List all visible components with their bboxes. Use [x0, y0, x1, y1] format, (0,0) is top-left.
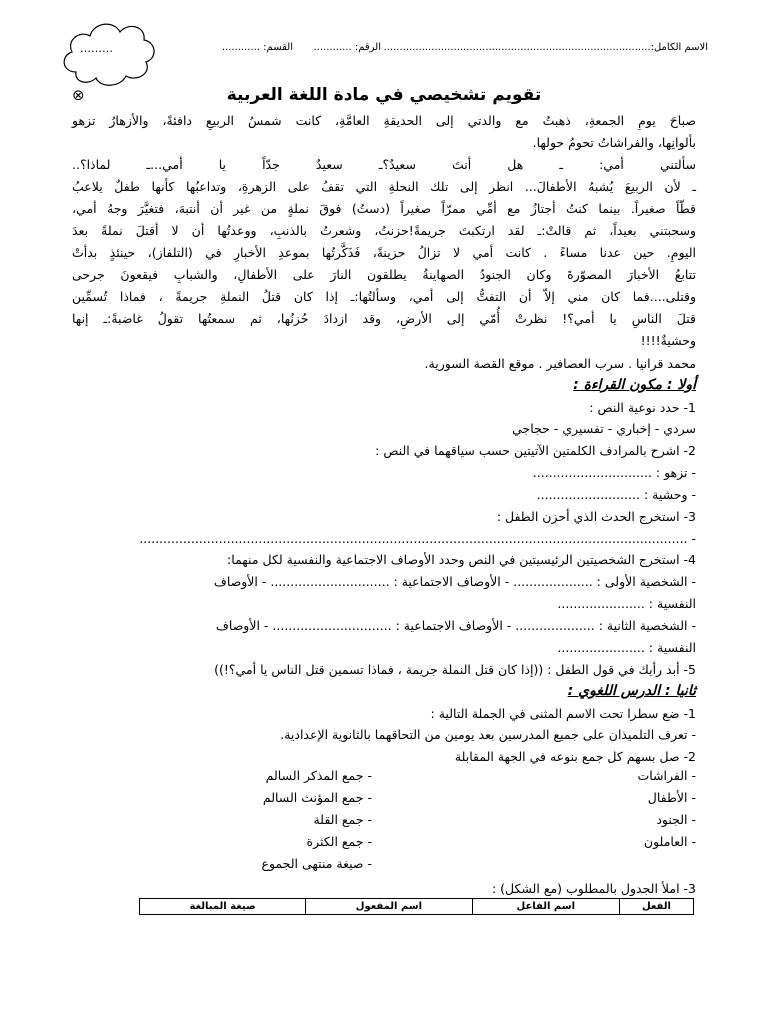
passage-line: بألوانِها، والفراشاتُ تحومُ حولها.: [532, 135, 696, 150]
match-right-item: - جمع المذكر السالم: [265, 768, 372, 783]
table-header-cell: الفعل: [619, 899, 693, 915]
passage-line: وقتلى....فما كان مني إلاّ أن التفتُّ إلى أمي، وسألتُها:ـ إذا كان قتلُ النملةِ جريمةً ، فماذا تُسمِّين: [72, 289, 696, 304]
fill-table: [139, 898, 694, 915]
question-line: سردي - إخباري - تفسيري - حجاجي: [512, 421, 696, 436]
answer-line[interactable]: - وحشية : ..........................: [536, 487, 696, 502]
passage-line: اليومِ. حين عدنا مساءً . كانت أمي لا تزالُ حزينةً، فَذَكَّرتُها بموعدِ الأخبارِ في (التلفاز)، حينئذٍ بدأتْ: [72, 245, 696, 260]
match-right-item: - صيغة منتهى الجموع: [261, 856, 372, 871]
passage-line: تتابعُ الأخبارَ المصوّرةَ وكان الجنودُ الصهاينةُ يطلقون النارَ على الأطفالِ، والشبابِ فيقعونَ جرحى: [72, 267, 696, 282]
full-name-field[interactable]: الاسم الكامل:....................................................................................: [383, 42, 708, 53]
table-header-row: [140, 899, 694, 915]
question-line: 1- ضع سطرا تحت الاسم المثنى في الجملة التالية :: [430, 706, 696, 721]
section-field[interactable]: القسم: ............: [221, 42, 293, 53]
question-line: - تعرف التلميذان على جميع المدرسين بعد يومين من التحاقهما بالثانوية الإعدادية.: [280, 727, 696, 742]
match-left-item: - العاملون: [643, 834, 696, 849]
answer-line[interactable]: - الشخصية الأولى : .................... - الأوصاف الاجتماعية : .............................. - الأوصاف: [213, 574, 696, 589]
match-left-item: - الأطفال: [647, 790, 696, 805]
question-line: 1- حدد نوعية النص :: [589, 400, 696, 415]
question-line: 5- أبد رأيك في قول الطفل : ((إذا كان قتل النملة جريمة ، فماذا تسمين قتل الناس يا أمي؟!)): [214, 662, 696, 677]
answer-line[interactable]: النفسية : ......................: [557, 596, 696, 611]
table-header-cell: صيغة المبالغة: [140, 899, 306, 915]
answer-line[interactable]: النفسية : ......................: [557, 640, 696, 655]
passage-source: محمد قرانيا . سرب العصافير . موقع القصة السورية.: [424, 356, 696, 371]
passage-line: ـ لأن الربيعَ يُشبهُ الأطفالَ... انظر إلى تلك النحلةِ التي تقفُ على الزهرةِ، وتداعبُها كأنها طفلٌ يلاعبُ: [72, 179, 696, 194]
passage-line: قطّاً صغيراً. بينما كنتُ أجتازُ مع أمِّي ممرّاً صغيراً (دستُ) فوقَ نملةٍ من غير أن أنتبهَ، فتغيَّرَ وجهُ أمي،: [72, 201, 696, 216]
question-line: 3- املأ الجدول بالمطلوب (مع الشكل) :: [491, 881, 696, 896]
match-right-item: - جمع المؤنث السالم: [262, 790, 372, 805]
passage-line: قتلَ الناسِ يا أمي؟! نظرتْ أُمّي إلى الأرضِ، وقد ازدادَ حُزنُها، ثم سمعتُها تقولُ غاضبةً:ـ إنها: [72, 311, 696, 326]
match-left-item: - الفراشات: [637, 768, 696, 783]
circled-mark-icon: ⊗: [72, 86, 85, 104]
page-title: تقويم تشخيصي في مادة اللغة العربية: [226, 85, 542, 105]
question-line: 4- استخرج الشخصيتين الرئيسيتين في النص وحدد الأوصاف الاجتماعية والنفسية لكل منهما:: [227, 552, 696, 567]
match-left-item: - الجنود: [656, 812, 696, 827]
grade-box-dots: ………: [80, 42, 113, 55]
answer-line[interactable]: - تزهو : ..............................: [532, 465, 696, 480]
language-section-title: ثانيا : الدرس اللغوي :: [567, 683, 696, 699]
match-right-item: - جمع الكثرة: [306, 834, 372, 849]
answer-line[interactable]: - الشخصية الثانية : .................... - الأوصاف الاجتماعية : .............................. - الأوصاف: [215, 618, 696, 633]
passage-line: وسحبتني بعيداً، ثم قالتْ:ـ لقد ارتكبتَ جريمةً!حزنتُ، وشعرتُ بالذنبِ، ووعدتُها أن لا أقتلَ نملةً بعدَ: [72, 223, 696, 238]
passage-line: وحشيةٌ!!!!: [640, 333, 696, 348]
passage-line: صباحَ يومِ الجمعةِ، ذهبتُ مع والدتي إلى الحديقةِ العامَّةِ، كانت شمسُ الربيعِ دافئةً، والأزهارُ تزهو: [72, 113, 696, 128]
passage-line: سألتني أمي: ـ هل أنتَ سعيدٌ؟ـ سعيدٌ جدّاً يا أمي...ـ لماذا؟..: [72, 157, 696, 172]
match-right-item: - جمع القلة: [313, 812, 372, 827]
table-header-cell: اسم الفاعل: [472, 899, 619, 915]
reading-section-title: أولا : مكون القراءة :: [573, 377, 696, 393]
question-line: 2- اشرح بالمرادف الكلمتين الآتيتين حسب سياقهما في النص :: [375, 443, 696, 458]
number-field[interactable]: الرقم: ............: [313, 42, 381, 53]
question-line: 2- صل بسهم كل جمع بنوعه في الجهة المقابلة: [454, 749, 696, 764]
answer-line[interactable]: - ..........................................................................................................................................: [139, 531, 696, 546]
question-line: 3- استخرج الحدث الذي أحزن الطفل :: [496, 509, 696, 524]
table-header-cell: اسم المفعول: [306, 899, 472, 915]
